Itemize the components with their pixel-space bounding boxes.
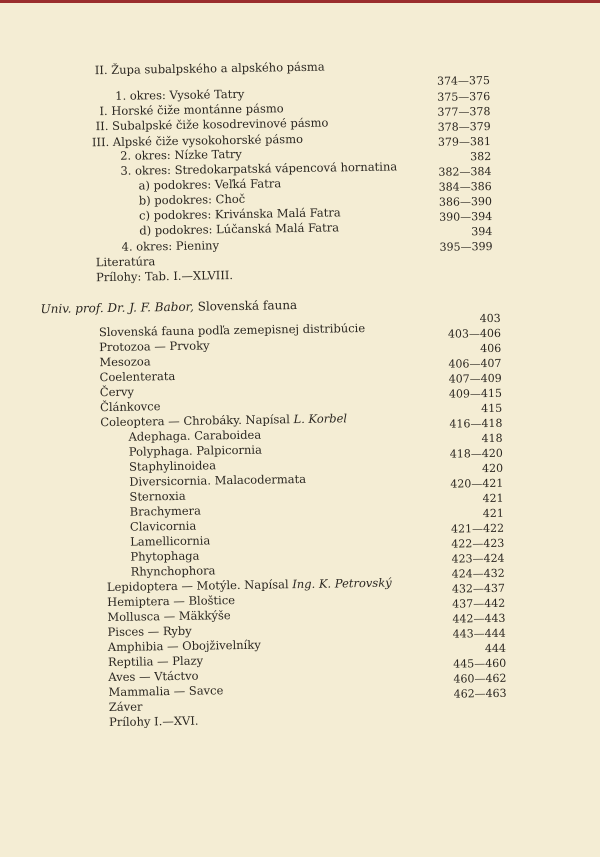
toc-entry-label: Sternoxia	[129, 488, 186, 504]
toc-entry-pages: 460—462	[453, 671, 507, 686]
toc-entry-label: Záver	[108, 699, 143, 715]
section-title: Slovenská fauna	[193, 298, 298, 314]
toc-entry-pages: 421	[482, 506, 504, 521]
toc-entry-pages: 386—390	[438, 194, 493, 209]
toc-entry-label: c) podokres: Krivánska Malá Fatra	[138, 205, 341, 223]
toc-entry-pages: 390—394	[439, 209, 493, 224]
toc-entry-pages: 415	[481, 401, 503, 416]
toc-entry-label	[100, 411, 347, 429]
toc-entry-pages: 403—406	[447, 326, 502, 341]
toc-entry-pages: 421—422	[450, 521, 505, 536]
section1-heading: II. Župa subalpského a alpského pásma	[94, 59, 325, 78]
toc-entry-pages: 406—407	[448, 356, 502, 371]
toc-entry-label: Protozoa — Prvoky	[99, 338, 210, 355]
toc-entry-label: a) podokres: Veľká Fatra	[138, 176, 282, 193]
toc-entry-label: Amphibia — Obojživelníky	[107, 637, 261, 655]
toc-entry-label: Lamellicornia	[130, 533, 211, 549]
author-name: Univ. prof. Dr. J. F. Babor,	[40, 299, 194, 317]
toc-entry-label: Prílohy: Tab. I.—XLVIII.	[95, 268, 234, 285]
toc-entry-pages: 423—424	[451, 551, 505, 566]
toc-entry-label: III. Alpské čiže vysokohorské pásmo	[91, 131, 304, 150]
toc-entry-pages: 395—399	[439, 239, 493, 254]
toc-entry-pages: 377—378	[437, 104, 491, 119]
toc-entry-pages: 374—375	[436, 73, 491, 88]
toc-entry-label: Mollusca — Mäkkýše	[107, 608, 231, 625]
toc-entry-pages: 418—420	[449, 446, 503, 461]
toc-entry-pages: 382	[470, 149, 492, 164]
toc-entry-pages: 462—463	[453, 686, 507, 701]
toc-entry-label: 3. okres: Stredokarpatská vápencová hornatina	[120, 159, 398, 178]
toc-entry-pages: 394	[471, 224, 493, 239]
toc-entry-pages: 403	[479, 311, 501, 326]
toc-entry-pages: 445—460	[453, 656, 507, 671]
toc-entry-label: Reptilia — Plazy	[107, 653, 204, 670]
toc-entry-pages: 382—384	[438, 164, 492, 179]
toc-entry-label: Mesozoa	[99, 354, 151, 370]
toc-entry-label: Diversicornia. Malacodermata	[129, 471, 307, 489]
toc-entry-label: 4. okres: Pieniny	[121, 238, 220, 254]
toc-entry-pages: 409—415	[448, 386, 503, 401]
toc-entry-label: Slovenská fauna podľa zemepisnej distribúcie	[98, 320, 366, 340]
toc-entry-pages: 421	[482, 491, 504, 506]
toc-entry-pages: 444	[484, 641, 507, 656]
toc-entry-pages: 418	[481, 431, 503, 446]
toc-entry-label: 2. okres: Nízke Tatry	[120, 146, 242, 163]
toc-entry-label: Červy	[99, 384, 135, 400]
toc-entry-label: Aves — Vtáctvo	[108, 668, 199, 685]
toc-entry-pages: 432—437	[451, 581, 506, 596]
toc-entry-label: Mammalia — Savce	[108, 683, 224, 700]
toc-entry-label: Prílohy I.—XVI.	[108, 713, 199, 730]
toc-entry-label: Pisces — Ryby	[107, 623, 192, 640]
toc-entry-label: Literatúra	[95, 254, 156, 270]
toc-entry-pages: 442—443	[452, 611, 506, 626]
toc-entry-pages: 384—386	[438, 179, 492, 194]
toc-entry-pages: 416—418	[449, 416, 503, 431]
toc-entry-label: Coelenterata	[99, 368, 176, 385]
toc-entry-label: Clavicornia	[129, 518, 197, 534]
toc-entry-label: Phytophaga	[130, 548, 200, 564]
toc-entry-pages: 407—409	[448, 371, 502, 386]
toc-entry-pages: 406	[480, 341, 502, 356]
toc-entry-pages: 437—442	[452, 596, 506, 611]
toc-entry-label: Adephaga. Caraboidea	[128, 427, 262, 444]
toc-entry-author: L. Korbel	[293, 411, 348, 427]
section2-heading	[40, 298, 297, 316]
toc-entry-label: Polyphaga. Palpicornia	[128, 442, 263, 459]
toc-entry-pages: 422—423	[451, 536, 505, 551]
toc-entry-label: Hemiptera — Bloštice	[107, 593, 236, 610]
toc-entry-text: Coleoptera — Chrobáky. Napísal	[100, 412, 294, 430]
toc-entry-pages: 420—421	[450, 476, 504, 491]
toc-entry-label: Staphylinoidea	[128, 458, 217, 474]
toc-entry-label: d) podokres: Lúčanská Malá Fatra	[139, 220, 340, 238]
toc-entry-pages: 420	[481, 461, 504, 476]
toc-entry-label: Rhynchophora	[130, 563, 216, 579]
toc-entry-label: b) podokres: Choč	[138, 191, 246, 208]
toc-entry-label: I. Horské čiže montánne pásmo	[99, 101, 284, 119]
toc-entry-pages: 375—376	[437, 89, 491, 104]
toc-entry-label: Článkovce	[99, 399, 161, 415]
toc-entry-label: II. Subalpské čiže kosodrevinové pásmo	[95, 115, 329, 134]
toc-entry-label: Brachymera	[129, 503, 202, 519]
toc-entry-pages: 379—381	[437, 134, 492, 149]
toc-entry-text: Lepidoptera — Motýle. Napísal	[106, 577, 293, 595]
toc-entry-label: 1. okres: Vysoké Tatry	[115, 86, 245, 103]
toc-entry-author: Ing. K. Petrovský	[292, 575, 392, 592]
toc-entry-pages: 378—379	[437, 119, 491, 134]
toc-entry-pages: 424—432	[451, 566, 505, 581]
toc-entry-pages: 443—444	[452, 626, 506, 641]
